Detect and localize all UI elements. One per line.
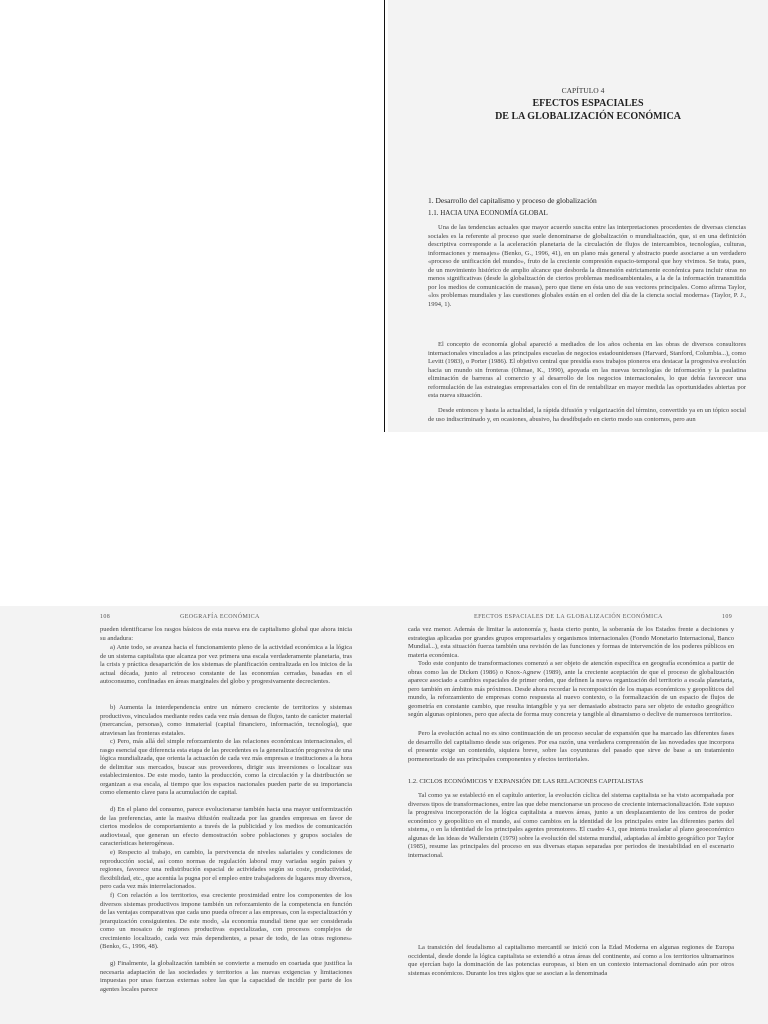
- running-head: EFECTOS ESPACIALES DE LA GLOBALIZACIÓN ECONÓMICA: [474, 614, 663, 620]
- body-paragraph: cada vez menor. Además de limitar la autonomía y, hasta cierto punto, la soberanía de los Estados frente a decisiones y estrategias aplicadas por grandes grupos empresariales y organismos internacionales (Fondo Monetario Internacional, Banco Mundial...), esta situación fuerza también una revisión de las funciones y formas de intervención de los poderes públicos en materia económica.: [408, 626, 734, 659]
- list-item-e: e) Respecto al trabajo, en cambio, la pervivencia de niveles salariales y condiciones de reproducción social, así como normas de regulación laboral muy variadas según países y regiones, favorece una redistribución espacial de actividades según su coste, productividad, flexibilidad, etc., que acentúa la pugna por el empleo entre trabajadores de lugares muy diversos, pero cada vez más interrelacionados.: [100, 849, 352, 891]
- body-paragraph: Pero la evolución actual no es sino continuación de un proceso secular de expansión que ha marcado las diferentes fases de desarrollo del capitalismo desde sus orígenes. Por esa razón, una verdadera comprensión de las novedades que incorpora el presente exige un contenido, siquiera breve, sobre las coyunturas del pasado que sirve de base a un tratamiento pormenorizado de sus principales componentes y efectos territoriales.: [408, 730, 734, 763]
- chapter-title: [448, 97, 728, 123]
- body-paragraph: Tal como ya se estableció en el capítulo anterior, la evolución cíclica del sistema capitalista se ha visto acompañada por diversos tipos de transformaciones, entre las que debe mencionarse un proceso de creciente internacionalización. Este supuso la progresiva incorporación de la lógica capitalista a nuevos áreas, junto a un desplazamiento de los centros de poder económico y geopolítico en el mundo, así como cambios en la identidad de los principales entre las diferentes partes del sistema, o en la identidad de los principales agentes promotores. El cuadro 4.1, que intenta trasladar al plano geoeconómico algunas de las ideas de Wallerstein (1979) sobre la evolución del sistema mundial, adaptadas al ámbito geográfico por Taylor (1985), resume las principales del proceso en sus diversas etapas separadas por periodos de inestabilidad en el escenario internacional.: [408, 792, 734, 859]
- list-item-c: c) Pero, más allá del simple reforzamiento de las relaciones económicas internacionales, el rasgo esencial que diferencia esta etapa de las precedentes es la generalización progresiva de una lógica mundializada, que orienta la actuación de cada vez más empresas e instituciones a la hora de delimitar sus mercados, buscar sus proveedores, dirigir sus inversiones o localizar sus establecimientos. De este modo, tanto la producción, como la circulación y la distribución se organizan a esa escala, al tiempo que los espacios nacionales pueden parte de su importancia como elemento clave para la acumulación de capital.: [100, 738, 352, 797]
- list-item-a: a) Ante todo, se avanza hacia el funcionamiento pleno de la actividad económica a la lógica de un sistema capitalista que alcanza por vez primera una escala verdaderamente planetaria, tras la crisis y práctica desaparición de los sistemas de planificación centralizada en los inicios de la actual década, junto al retroceso constante de las economías cerradas, basadas en el autoconsumo, confinadas en áreas marginales del globo y progresivamente decrecientes.: [100, 644, 352, 686]
- subsection-heading: 1.2. CICLOS ECONÓMICOS Y EXPANSIÓN DE LAS RELACIONES CAPITALISTAS: [408, 778, 644, 785]
- chapter-title-line-1: EFECTOS ESPACIALES: [532, 98, 644, 109]
- book-page-109: [384, 606, 768, 1024]
- running-head: GEOGRAFÍA ECONÓMICA: [180, 614, 260, 620]
- section-heading: 1. Desarrollo del capitalismo y proceso de globalización: [428, 196, 597, 205]
- subsection-heading: 1.1. HACIA UNA ECONOMÍA GLOBAL: [428, 209, 548, 217]
- body-paragraph: El concepto de economía global apareció a mediados de los años ochenta en las obras de diversos consultores internacionales vinculados a las principales escuelas de negocios estadounidenses (Harvard, Stanford, Columbia...), como Levitt (1983), o Porter (1986). El objetivo central que presidía esos trabajos pioneros era destacar la progresiva evolución hacia un mundo sin fronteras (Ohmae, K., 1990), apoyada en las nuevas tecnologías de información y la paulatina eliminación de barreras al comercio y al desarrollo de los negocios internacionales, lo que debía favorecer una reformulación de las estrategias empresariales con el fin de rentabilizar en mayor medida las oportunidades abiertas por esta nueva situación.: [428, 341, 746, 400]
- chapter-label: CAPÍTULO 4: [561, 86, 605, 95]
- chapter-opening-page: [388, 0, 768, 432]
- page-number: 108: [100, 614, 111, 620]
- list-item-d: d) En el plano del consumo, parece evolucionarse también hacia una mayor uniformización de las preferencias, ante la masiva difusión realizada por las grandes empresas en favor de ciertos modelos de comportamiento a través de la publicidad y los medios de comunicación audiovisual, que generan un efecto demostración sobre poblaciones y grupos sociales de características heterogéneas.: [100, 806, 352, 848]
- list-item-g: g) Finalmente, la globalización también se convierte a menudo en coartada que justifica la necesaria adaptación de las sociedades y territorios a las nuevas exigencias y limitaciones impuestas por unas fuerzas externas sobre las que la capacidad de incidir por parte de los agentes locales parece: [100, 960, 352, 993]
- body-paragraph: Una de las tendencias actuales que mayor acuerdo suscita entre las interpretaciones procedentes de diversas ciencias sociales es la referente al proceso que suele denominarse de globalización o mundialización, que, si en una definición descriptiva corresponde a la aceleración planetaria de la circulación de flujos de intercambios, tecnologías, culturas, informaciones y mensajes» (Benko, G., 1996, 41), en un plano más general y abstracto puede asociarse a un verdadero «proceso de unificación del mundo», fruto de la creciente compresión espacio-temporal que hoy vivimos. Se trata, pues, de un movimiento histórico de amplio alcance que desborda la dimensión estrictamente económica para incluir otras no menos significativas (desde la globalización de ciertos problemas medioambientales, a la de la información transmitida por los medios de comunicación de masas), pero que tiene en ésta uno de sus vectores principales. Como afirma Taylor, «los problemas mundiales y las cuestiones globales están en el orden del día de la ciencia social moderna» (Taylor, P. J., 1994, 1).: [428, 224, 746, 308]
- body-paragraph: Todo este conjunto de transformaciones comenzó a ser objeto de atención específica en geografía económica a partir de obras como las de Dicken (1986) o Knox-Agnew (1989), ante la creciente aceptación de que el proceso de globalización aparece asociado a cambios espaciales de primer orden, que definen la nueva organización del territorio a escala planetaria, pero también en ámbitos más próximos. Desde ahora recordar la recomposición de los mapas económicos y geopolíticos del mundo, la reforzamiento de empresas como respuesta al nuevo contexto, o la formalización de un espacio de flujos de geometría en constante cambio, que resulta intangible y ya ser demasiado abstracto para ser objeto de estudio geográfico según algunas opiniones, pero que afecta de forma muy concreta y tangible al dinamismo o declive de numerosos territorios.: [408, 660, 734, 719]
- body-paragraph: pueden identificarse los rasgos básicos de esta nueva era de capitalismo global que ahora inicia su andadura:: [100, 626, 352, 642]
- book-page-108: [0, 606, 384, 1024]
- list-item-b: b) Aumenta la interdependencia entre un número creciente de territorios y sistemas productivos, vinculados mediante redes cada vez más densas de flujos, tanto de carácter material (mercancías, personas), como inmaterial (capital financiero, información, tecnología), que atraviesan las fronteras estatales.: [100, 704, 352, 737]
- body-paragraph: Desde entonces y hasta la actualidad, la rápida difusión y vulgarización del término, convertido ya en un tópico social de uso indiscriminado y, en ocasiones, abusivo, ha desdibujado en cierto modo sus contornos, pero aun: [428, 407, 746, 423]
- page-number: 109: [722, 614, 733, 620]
- list-item-f: f) Con relación a los territorios, esa creciente proximidad entre los componentes de los diversos sistemas productivos impone también un reforzamiento de la competencia en función de las ventajas comparativas que cada uno pueda ofrecer a las empresas, con la especialización y jerarquización consiguientes. De este modo, «la economía mundial tiene que ser considerada como un mosaico de regiones productivas especializadas, con procesos complejos de crecimiento localizado, cada vez más dependientes, a pesar de todo, de las otras regiones» (Benko, G., 1996, 48).: [100, 892, 352, 951]
- page-divider: [384, 0, 385, 432]
- body-paragraph: La transición del feudalismo al capitalismo mercantil se inició con la Edad Moderna en algunas regiones de Europa occidental, desde donde la lógica capitalista se extendió a otras áreas del continente, así como a los territorios ultramarinos que ejercían bajo la dominación de las potencias europeas, si bien en un contexto internacional dominado aún por otros sistemas económicos. Durante los tres siglos que se asocian a la denominada: [408, 944, 734, 977]
- chapter-title-line-2: DE LA GLOBALIZACIÓN ECONÓMICA: [495, 111, 681, 122]
